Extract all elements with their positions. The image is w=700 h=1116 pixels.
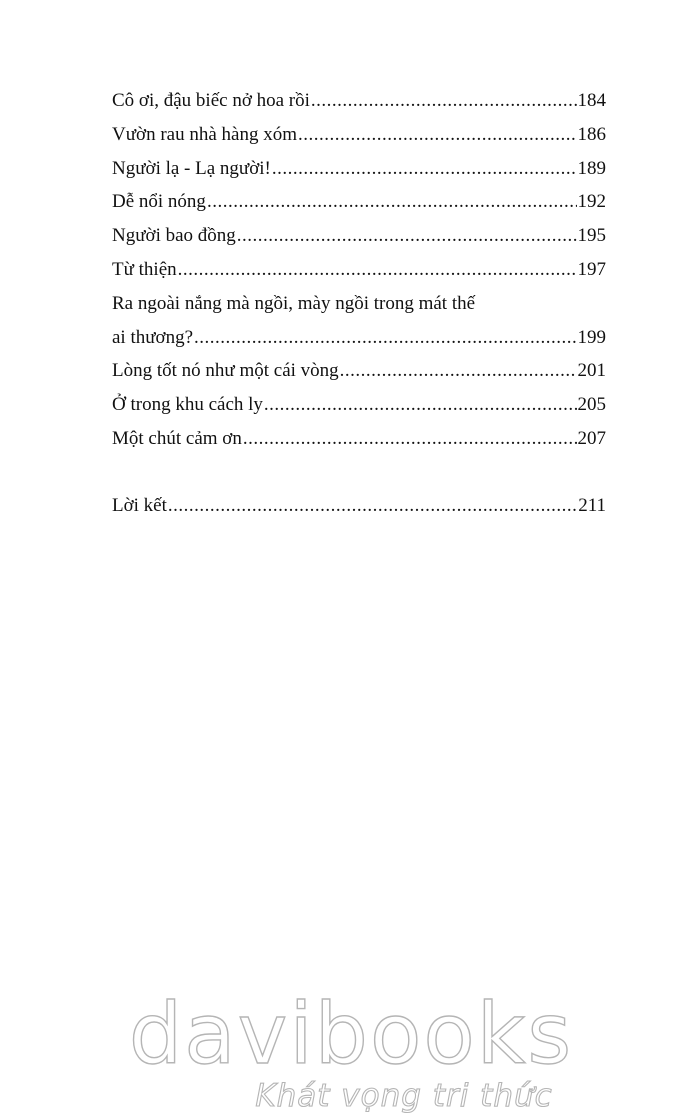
toc-entry-page: 186 — [577, 123, 606, 145]
toc-entry[interactable] — [112, 219, 606, 253]
toc-entry-title: Lời kết — [112, 494, 167, 516]
toc-entry-title: Vườn rau nhà hàng xóm — [112, 123, 297, 145]
toc-leader-dots — [298, 118, 577, 152]
toc-entry-page: 211 — [578, 494, 606, 516]
toc-entry[interactable] — [112, 388, 606, 422]
toc-leader-dots — [194, 321, 576, 355]
toc-entry-title-line2: ai thương? — [112, 326, 194, 348]
toc-entry-title: Cô ơi, đậu biếc nở hoa rồi — [112, 90, 310, 111]
watermark-tagline: Khát vọng tri thức — [255, 1078, 553, 1114]
toc-entry-title: Từ thiện — [112, 258, 177, 280]
toc-entry-title: Người bao đồng — [112, 225, 236, 247]
toc-entry-title: Lòng tốt nó như một cái vòng — [112, 360, 339, 382]
toc-entry[interactable] — [112, 84, 606, 118]
toc-leader-dots — [340, 354, 577, 388]
toc-leader-dots — [272, 152, 577, 186]
toc-entry-page: 189 — [577, 157, 606, 179]
toc-entry-title: Người lạ - Lạ người! — [112, 157, 271, 179]
toc-entry-page: 184 — [577, 90, 606, 111]
toc-entry-page: 195 — [577, 225, 606, 247]
watermark-brand: davibooks — [128, 985, 574, 1083]
toc-entry-page: 201 — [577, 360, 606, 382]
toc-entry-page: 199 — [577, 326, 606, 348]
toc-leader-dots — [207, 185, 577, 219]
toc-entry[interactable] — [112, 422, 606, 456]
toc-leader-dots — [264, 388, 577, 422]
toc-leader-dots — [168, 489, 577, 523]
toc-entry-page: 207 — [577, 427, 606, 449]
toc-entry-title: Ở trong khu cách ly — [112, 394, 263, 416]
toc-leader-dots — [243, 422, 577, 456]
toc-entry[interactable] — [112, 287, 606, 355]
table-of-contents — [112, 84, 606, 523]
toc-leader-dots — [237, 219, 577, 253]
toc-entry-title: Dễ nổi nóng — [112, 191, 206, 213]
toc-leader-dots — [311, 84, 577, 118]
toc-entry-title: Một chút cảm ơn — [112, 427, 242, 449]
toc-entry-page: 192 — [577, 191, 606, 213]
toc-entry[interactable] — [112, 185, 606, 219]
toc-entry-page: 197 — [577, 258, 606, 280]
davibooks-watermark — [0, 985, 700, 1116]
toc-leader-dots — [178, 253, 577, 287]
toc-section-gap — [112, 456, 606, 489]
toc-entry[interactable] — [112, 253, 606, 287]
toc-entry[interactable] — [112, 118, 606, 152]
toc-entry-page: 205 — [577, 394, 606, 416]
toc-entry[interactable] — [112, 354, 606, 388]
toc-entry-title-line1: Ra ngoài nắng mà ngồi, mày ngồi trong mát thế — [112, 292, 476, 314]
toc-entry-closing[interactable] — [112, 489, 606, 523]
toc-entry[interactable] — [112, 152, 606, 186]
